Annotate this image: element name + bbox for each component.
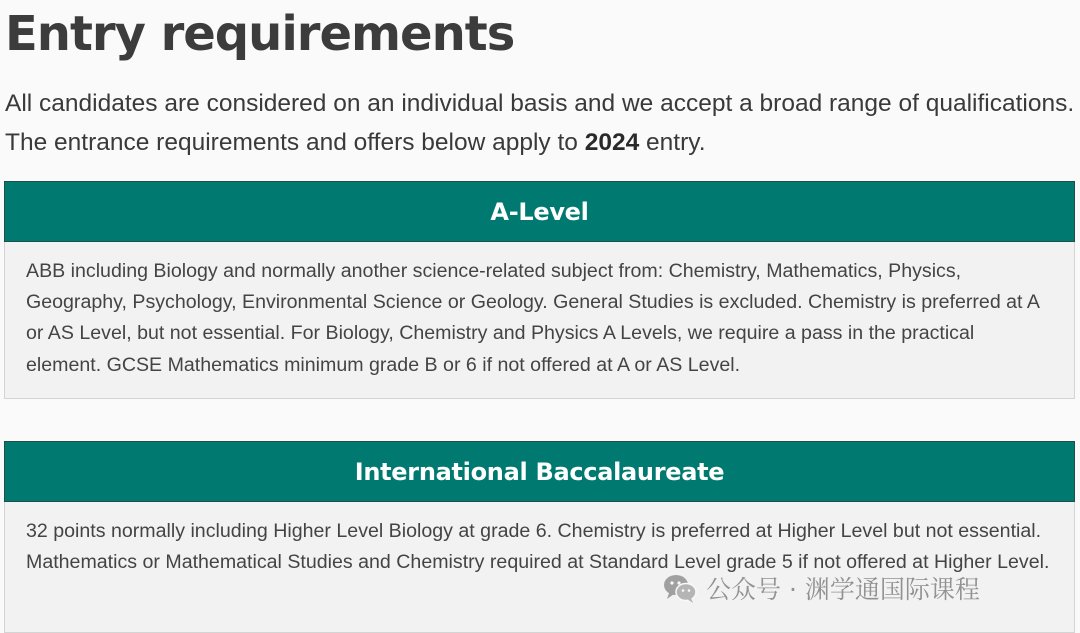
a-level-header[interactable]	[4, 181, 1075, 242]
intro-text	[5, 84, 1075, 162]
intro-text-tail: entry.	[639, 129, 706, 156]
page-title: Entry requirements	[5, 6, 515, 62]
intro-year: 2024	[584, 129, 640, 156]
ib-header[interactable]	[4, 441, 1075, 502]
a-level-body: ABB including Biology and normally another science-related subject from: Chemistry, Mathematics, Physics, Geography, Psychology, Environmental Science or Geology. General Studies is excluded. Chemistry is preferred at A or AS Level, but not essential. For Biology, Chemistry and Physics A Levels, we require a pass in the practical element. GCSE Mathematics minimum grade B or 6 if not offered at A or AS Level.	[4, 242, 1075, 399]
a-level-title: A-Level	[490, 197, 589, 226]
intro-text-lead: All candidates are considered on an individual basis and we accept a broad range of qualifications. The entrance requirements and offers below apply to	[5, 90, 1075, 156]
ib-title: International Baccalaureate	[354, 457, 725, 486]
ib-body: 32 points normally including Higher Level Biology at grade 6. Chemistry is preferred at Higher Level but not essential. Mathematics or Mathematical Studies and Chemistry required at Standard Level grade 5 if not offered at Higher Level.	[4, 502, 1075, 633]
wechat-icon	[662, 572, 698, 604]
watermark-text: 公众号 · 渊学通国际课程	[706, 575, 980, 604]
watermark	[662, 570, 980, 606]
a-level-panel	[4, 181, 1075, 399]
